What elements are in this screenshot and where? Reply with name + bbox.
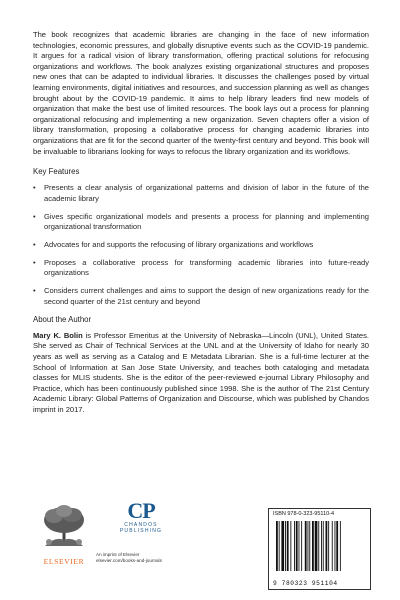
isbn-label: ISBN 978-0-323-95110-4 [273,511,335,517]
barcode-digits: 9 780323 951104 [273,580,338,587]
key-feature-item: • Considers current challenges and aims to support the design of new organizations ready for the second quarter of the 21st century and beyond [33,286,369,306]
key-features-heading: Key Features [33,167,80,177]
key-features-list [33,183,369,307]
chandos-name-line1: CHANDOS [124,522,158,528]
bullet-icon: • [33,211,36,221]
key-feature-item: • Gives specific organizational models and presents a process for planning and implementing organizational transformation [33,211,369,231]
key-feature-item: • Proposes a collaborative process for transforming academic libraries into future-ready organizations [33,257,369,278]
elsevier-logo [36,502,92,566]
author-bio [33,331,369,416]
elsevier-wordmark: ELSEVIER [43,557,85,566]
chandos-logo [96,500,186,534]
bullet-icon: • [33,286,36,296]
chandos-name-line2: PUBLISHING [119,528,163,534]
book-description: The book recognizes that academic libraries are changing in the face of new information technologies, economic pressures, and globally disruptive events such as the COVID-19 pandemic. It argues for a radical vision of library transformation, offering practical solutions for refocusing organizations and workflows. The book analyzes existing organizational structures and proposes new ones that can be adapted to individual libraries. It discusses the challenges posed by virtual learning environments, digital initiatives and resources, and succession planning as well as changes brought about by the COVID-19 pandemic. It aims to help library leaders find new models of organization that make the best use of limited resources. The book lays out a process for planning organizational refocusing and implementing a new organization. Seven chapters offer a vision of library transformation, proposing a collaborative process for changing academic libraries into organizations that are fit for the second quarter of the twenty-first century and beyond. This book will be invaluable to librarians looking for ways to refocus the library organization and its workflows. [33,30,369,156]
barcode-icon [274,521,365,577]
elsevier-tree-icon [37,502,91,550]
bullet-icon: • [33,239,36,249]
cover-text [33,30,369,416]
key-feature-item: • Advocates for and supports the refocusing of library organizations and workflows [33,239,314,249]
cover-footer [0,496,400,596]
bullet-icon: • [33,183,36,193]
cp-logo-mark: CP [127,498,155,523]
author-name: Mary K. Bolin [33,330,83,340]
publisher-url: elsevier.com/books-and-journals [96,558,162,563]
bullet-icon: • [33,257,36,267]
author-bio-text: is Professor Emeritus at the University of Nebraska—Lincoln (UNL), United States. She served as Chair of Technical Services at the UNL and at the University of Idaho for nearly 30 years as well as serving as a Catalog and E Metadata Librarian. She is a full-time lecturer at the School of Information at San Jose State University, and teaches both cataloging and metadata classes for MLIS students. She is the editor of the peer-reviewed e-journal Library Philosophy and Practice, which has been continuously published since 1998. She is the author of The 21st Century Academic Library: Global Patterns of Organization and Discourse, which was published by Chandos imprint in 2017. [33,330,369,414]
imprint-info [96,552,206,564]
isbn-barcode-box [268,508,371,590]
imprint-line: An imprint of Elsevier [96,552,140,557]
about-author-heading: About the Author [33,314,92,324]
key-feature-item: • Presents a clear analysis of organizational patterns and division of labor in the future of the academic library [33,183,369,203]
